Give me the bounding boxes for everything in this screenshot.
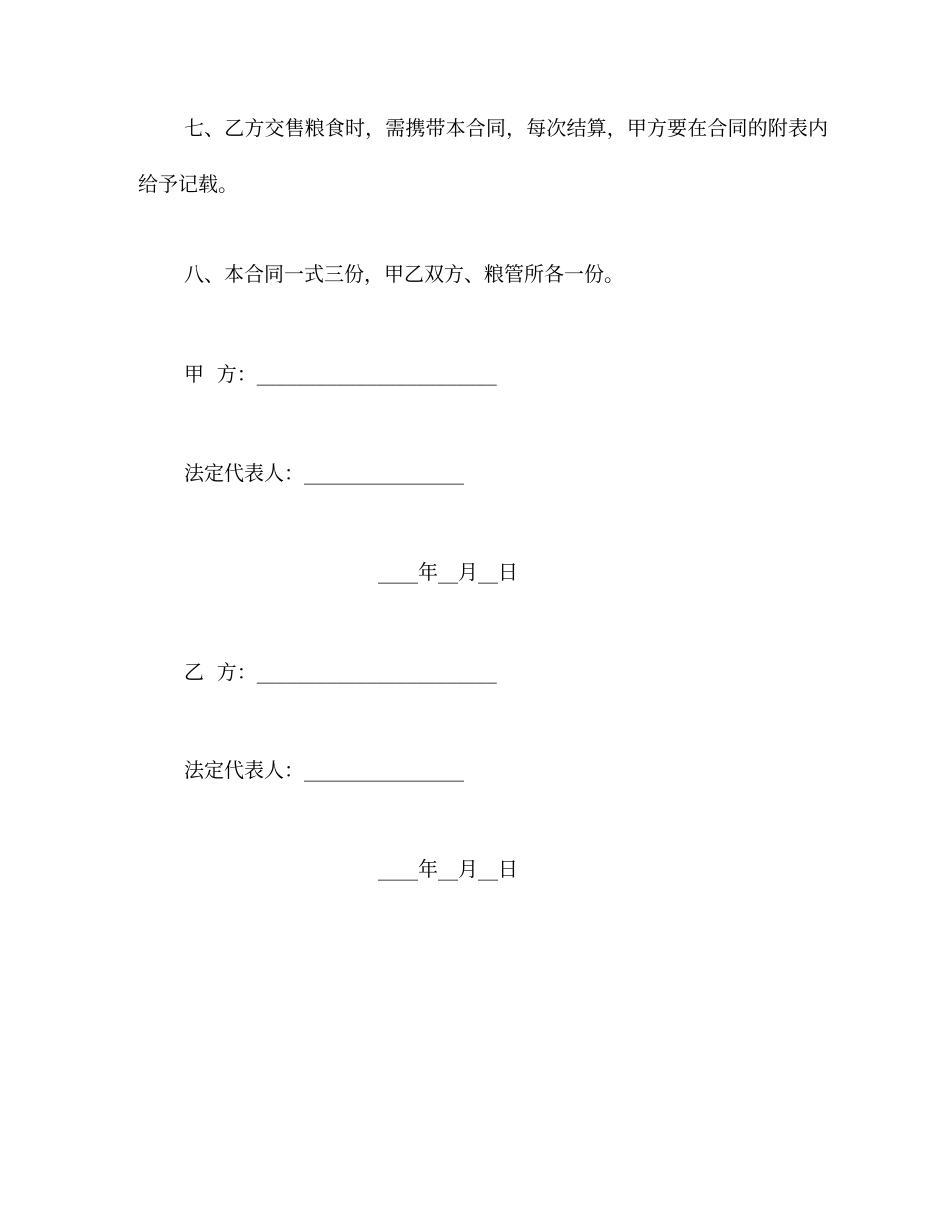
party-b-signature-line: 乙 方：________________________ <box>184 660 497 684</box>
party-a-legal-representative-line: 法定代表人：________________ <box>184 461 464 485</box>
party-a-date-line: ____年__月__日 <box>378 560 518 584</box>
party-b-date-line: ____年__月__日 <box>378 857 518 881</box>
clause-8-paragraph: 八、本合同一式三份，甲乙双方、粮管所各一份。 <box>184 262 624 286</box>
party-b-legal-representative-line: 法定代表人：________________ <box>184 758 464 782</box>
clause-7-paragraph: 七、乙方交售粮食时，需携带本合同，每次结算，甲方要在合同的附表内给予记载。 <box>138 116 828 196</box>
party-a-signature-line: 甲 方：________________________ <box>184 362 497 386</box>
